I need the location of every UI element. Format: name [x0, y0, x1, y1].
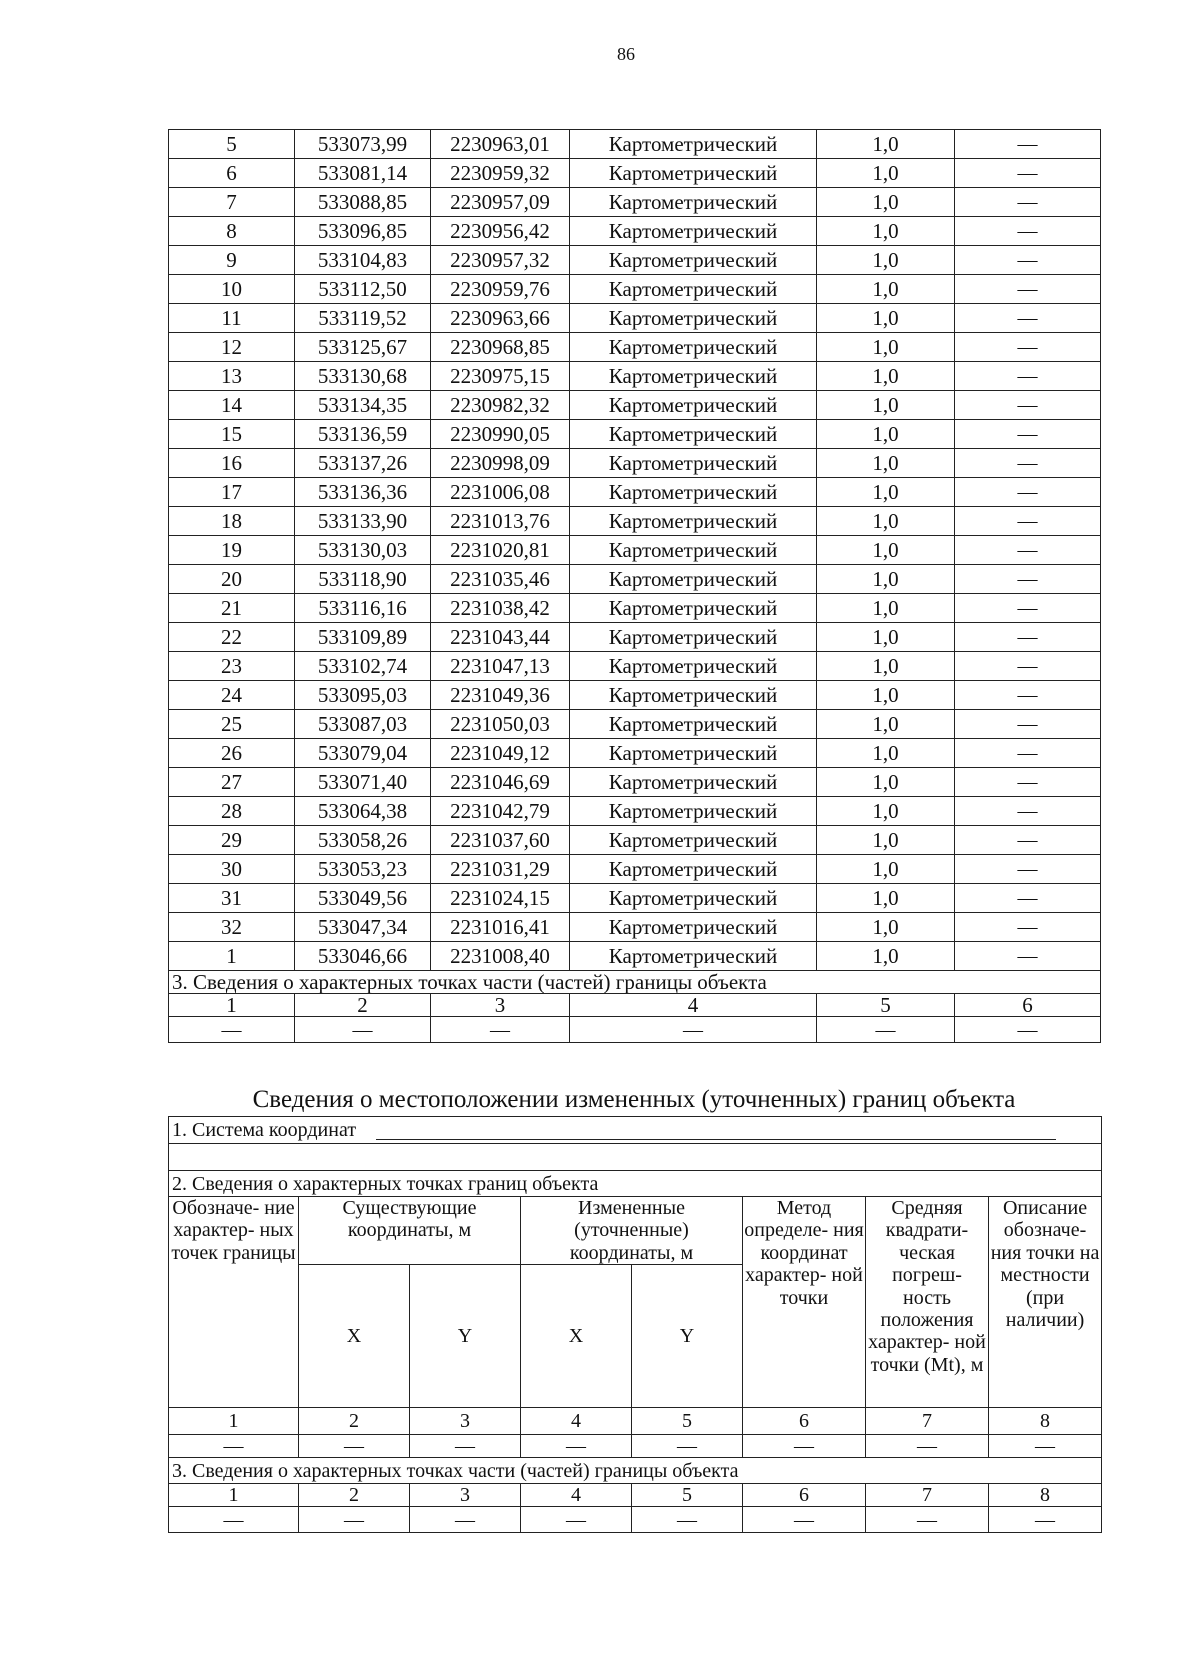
header-mean-square-error: Средняя квадрати- ческая погреш- ность положения характер- ной точки (Mt), м [866, 1197, 989, 1408]
section-3-row [169, 971, 1101, 994]
mean-square-error: 1,0 [817, 188, 955, 217]
coordinate-system-blank [376, 1121, 1056, 1140]
coordinate-system-label: 1. Система координат [172, 1119, 357, 1141]
x-coordinate: 533130,68 [295, 362, 431, 391]
point-number: 31 [169, 884, 295, 913]
mean-square-error: 1,0 [817, 739, 955, 768]
point-number: 22 [169, 623, 295, 652]
y-coordinate: 2230975,15 [431, 362, 570, 391]
x-coordinate: 533118,90 [295, 565, 431, 594]
method: Картометрический [570, 507, 817, 536]
mean-square-error: 1,0 [817, 420, 955, 449]
mean-square-error: 1,0 [817, 130, 955, 159]
column-number: 7 [866, 1484, 989, 1507]
header-changed-y: Y [632, 1265, 743, 1408]
empty-cell: — [299, 1507, 410, 1533]
table-row [169, 826, 1101, 855]
x-coordinate: 533095,03 [295, 681, 431, 710]
description: — [955, 449, 1101, 478]
table-row [169, 333, 1101, 362]
method: Картометрический [570, 420, 817, 449]
table-row [169, 188, 1101, 217]
header-method: Метод определе- ния координат характер- ной точки [743, 1197, 866, 1408]
boundary-points-table [168, 129, 1101, 1043]
empty-data-row [169, 1435, 1102, 1458]
method: Картометрический [570, 159, 817, 188]
empty-cell: — [632, 1507, 743, 1533]
point-number: 25 [169, 710, 295, 739]
empty-cell: — [431, 1017, 570, 1043]
y-coordinate: 2231035,46 [431, 565, 570, 594]
header-existing-x: X [299, 1265, 410, 1408]
method: Картометрический [570, 710, 817, 739]
table-row [169, 478, 1101, 507]
column-number: 6 [955, 994, 1101, 1017]
method: Картометрический [570, 681, 817, 710]
point-number: 24 [169, 681, 295, 710]
point-number: 13 [169, 362, 295, 391]
y-coordinate: 2231046,69 [431, 768, 570, 797]
point-number: 9 [169, 246, 295, 275]
column-number: 4 [521, 1408, 632, 1435]
x-coordinate: 533046,66 [295, 942, 431, 971]
column-number: 4 [570, 994, 817, 1017]
x-coordinate: 533073,99 [295, 130, 431, 159]
table-row [169, 594, 1101, 623]
table-row [169, 797, 1101, 826]
point-number: 12 [169, 333, 295, 362]
y-coordinate: 2231049,36 [431, 681, 570, 710]
empty-cell: — [521, 1435, 632, 1458]
header-existing-coordinates: Существующие координаты, м [299, 1197, 521, 1265]
y-coordinate: 2231016,41 [431, 913, 570, 942]
table-row [169, 913, 1101, 942]
column-number: 5 [632, 1484, 743, 1507]
y-coordinate: 2231043,44 [431, 623, 570, 652]
mean-square-error: 1,0 [817, 362, 955, 391]
y-coordinate: 2230957,09 [431, 188, 570, 217]
point-number: 26 [169, 739, 295, 768]
description: — [955, 130, 1101, 159]
empty-cell: — [955, 1017, 1101, 1043]
column-number: 5 [632, 1408, 743, 1435]
empty-cell: — [299, 1435, 410, 1458]
method: Картометрический [570, 362, 817, 391]
page-number: 86 [617, 44, 635, 64]
point-number: 7 [169, 188, 295, 217]
y-coordinate: 2230957,32 [431, 246, 570, 275]
table-row [169, 275, 1101, 304]
y-coordinate: 2231047,13 [431, 652, 570, 681]
description: — [955, 246, 1101, 275]
empty-cell: — [989, 1435, 1102, 1458]
empty-cell: — [866, 1507, 989, 1533]
description: — [955, 304, 1101, 333]
y-coordinate: 2230959,76 [431, 275, 570, 304]
method: Картометрический [570, 333, 817, 362]
empty-cell: — [169, 1435, 299, 1458]
column-number: 8 [989, 1484, 1102, 1507]
description: — [955, 362, 1101, 391]
x-coordinate: 533134,35 [295, 391, 431, 420]
description: — [955, 565, 1101, 594]
method: Картометрический [570, 391, 817, 420]
point-number: 1 [169, 942, 295, 971]
header-point-description: Описание обозначе- ния точки на местности (при наличии) [989, 1197, 1102, 1408]
x-coordinate: 533130,03 [295, 536, 431, 565]
method: Картометрический [570, 217, 817, 246]
y-coordinate: 2231024,15 [431, 884, 570, 913]
column-number: 4 [521, 1484, 632, 1507]
description: — [955, 855, 1101, 884]
x-coordinate: 533116,16 [295, 594, 431, 623]
column-number: 6 [743, 1484, 866, 1507]
x-coordinate: 533064,38 [295, 797, 431, 826]
method: Картометрический [570, 652, 817, 681]
header-existing-y: Y [410, 1265, 521, 1408]
mean-square-error: 1,0 [817, 884, 955, 913]
x-coordinate: 533087,03 [295, 710, 431, 739]
mean-square-error: 1,0 [817, 275, 955, 304]
column-number: 3 [410, 1484, 521, 1507]
method: Картометрический [570, 449, 817, 478]
y-coordinate: 2231042,79 [431, 797, 570, 826]
table-row [169, 884, 1101, 913]
empty-cell: — [989, 1507, 1102, 1533]
point-number: 17 [169, 478, 295, 507]
y-coordinate: 2231006,08 [431, 478, 570, 507]
table-row [169, 507, 1101, 536]
header-point-designation: Обозначе- ние характер- ных точек границы [169, 1197, 299, 1408]
mean-square-error: 1,0 [817, 942, 955, 971]
empty-cell: — [169, 1507, 299, 1533]
y-coordinate: 2231013,76 [431, 507, 570, 536]
table-row [169, 681, 1101, 710]
x-coordinate: 533049,56 [295, 884, 431, 913]
mean-square-error: 1,0 [817, 681, 955, 710]
column-number: 7 [866, 1408, 989, 1435]
mean-square-error: 1,0 [817, 159, 955, 188]
header-changed-x: X [521, 1265, 632, 1408]
y-coordinate: 2230959,32 [431, 159, 570, 188]
table-row [169, 536, 1101, 565]
method: Картометрический [570, 942, 817, 971]
description: — [955, 536, 1101, 565]
x-coordinate: 533088,85 [295, 188, 431, 217]
mean-square-error: 1,0 [817, 652, 955, 681]
coordinate-system-row [169, 1117, 1102, 1144]
description: — [955, 391, 1101, 420]
blank-row [169, 1144, 1102, 1171]
y-coordinate: 2231049,12 [431, 739, 570, 768]
description: — [955, 159, 1101, 188]
y-coordinate: 2231020,81 [431, 536, 570, 565]
point-number: 18 [169, 507, 295, 536]
point-number: 5 [169, 130, 295, 159]
mean-square-error: 1,0 [817, 449, 955, 478]
table-row [169, 565, 1101, 594]
method: Картометрический [570, 913, 817, 942]
table-row [169, 710, 1101, 739]
y-coordinate: 2230963,66 [431, 304, 570, 333]
method: Картометрический [570, 478, 817, 507]
point-number: 19 [169, 536, 295, 565]
point-number: 15 [169, 420, 295, 449]
mean-square-error: 1,0 [817, 797, 955, 826]
column-number: 5 [817, 994, 955, 1017]
mean-square-error: 1,0 [817, 536, 955, 565]
empty-cell: — [632, 1435, 743, 1458]
method: Картометрический [570, 594, 817, 623]
point-number: 6 [169, 159, 295, 188]
description: — [955, 710, 1101, 739]
table-row [169, 652, 1101, 681]
method: Картометрический [570, 130, 817, 159]
method: Картометрический [570, 855, 817, 884]
table-row [169, 942, 1101, 971]
point-number: 14 [169, 391, 295, 420]
column-number: 1 [169, 994, 295, 1017]
x-coordinate: 533071,40 [295, 768, 431, 797]
x-coordinate: 533136,36 [295, 478, 431, 507]
description: — [955, 507, 1101, 536]
section-title: Сведения о местоположении измененных (уточненных) границ объекта [252, 1086, 1016, 1113]
y-coordinate: 2231038,42 [431, 594, 570, 623]
column-numbers-row [169, 1408, 1102, 1435]
method: Картометрический [570, 536, 817, 565]
x-coordinate: 533112,50 [295, 275, 431, 304]
description: — [955, 420, 1101, 449]
mean-square-error: 1,0 [817, 768, 955, 797]
point-number: 27 [169, 768, 295, 797]
description: — [955, 333, 1101, 362]
description: — [955, 913, 1101, 942]
x-coordinate: 533133,90 [295, 507, 431, 536]
table-row [169, 768, 1101, 797]
mean-square-error: 1,0 [817, 304, 955, 333]
table-row [169, 159, 1101, 188]
y-coordinate: 2230982,32 [431, 391, 570, 420]
x-coordinate: 533079,04 [295, 739, 431, 768]
y-coordinate: 2230968,85 [431, 333, 570, 362]
description: — [955, 478, 1101, 507]
point-number: 21 [169, 594, 295, 623]
y-coordinate: 2230990,05 [431, 420, 570, 449]
column-number: 1 [169, 1484, 299, 1507]
mean-square-error: 1,0 [817, 217, 955, 246]
mean-square-error: 1,0 [817, 565, 955, 594]
column-number: 1 [169, 1408, 299, 1435]
empty-cell: — [295, 1017, 431, 1043]
mean-square-error: 1,0 [817, 826, 955, 855]
table-row [169, 623, 1101, 652]
table-row [169, 855, 1101, 884]
point-number: 10 [169, 275, 295, 304]
column-number: 8 [989, 1408, 1102, 1435]
method: Картометрический [570, 246, 817, 275]
point-number: 11 [169, 304, 295, 333]
y-coordinate: 2231008,40 [431, 942, 570, 971]
x-coordinate: 533136,59 [295, 420, 431, 449]
point-number: 20 [169, 565, 295, 594]
description: — [955, 942, 1101, 971]
empty-cell: — [743, 1507, 866, 1533]
section-3-title: 3. Сведения о характерных точках части (частей) границы объекта [169, 971, 1101, 994]
mean-square-error: 1,0 [817, 855, 955, 884]
column-number: 3 [431, 994, 570, 1017]
description: — [955, 681, 1101, 710]
y-coordinate: 2230963,01 [431, 130, 570, 159]
description: — [955, 623, 1101, 652]
point-number: 32 [169, 913, 295, 942]
point-number: 29 [169, 826, 295, 855]
method: Картометрический [570, 797, 817, 826]
empty-cell: — [521, 1507, 632, 1533]
description: — [955, 652, 1101, 681]
section-3-numbers-row [169, 1484, 1102, 1507]
description: — [955, 884, 1101, 913]
y-coordinate: 2230956,42 [431, 217, 570, 246]
point-number: 8 [169, 217, 295, 246]
point-number: 30 [169, 855, 295, 884]
table-row [169, 217, 1101, 246]
mean-square-error: 1,0 [817, 333, 955, 362]
column-number: 2 [295, 994, 431, 1017]
method: Картометрический [570, 768, 817, 797]
section-3-empty-row [169, 1017, 1101, 1043]
point-number: 23 [169, 652, 295, 681]
x-coordinate: 533081,14 [295, 159, 431, 188]
empty-cell: — [169, 1017, 295, 1043]
y-coordinate: 2231031,29 [431, 855, 570, 884]
section-3-numbers-row [169, 994, 1101, 1017]
description: — [955, 275, 1101, 304]
x-coordinate: 533137,26 [295, 449, 431, 478]
mean-square-error: 1,0 [817, 594, 955, 623]
y-coordinate: 2230998,09 [431, 449, 570, 478]
table-row [169, 739, 1101, 768]
x-coordinate: 533109,89 [295, 623, 431, 652]
mean-square-error: 1,0 [817, 246, 955, 275]
method: Картометрический [570, 188, 817, 217]
table-row [169, 449, 1101, 478]
description: — [955, 739, 1101, 768]
empty-cell: — [817, 1017, 955, 1043]
table-row [169, 130, 1101, 159]
table-row [169, 362, 1101, 391]
table-row [169, 391, 1101, 420]
column-number: 6 [743, 1408, 866, 1435]
x-coordinate: 533102,74 [295, 652, 431, 681]
changed-boundaries-table [168, 1116, 1102, 1533]
empty-cell: — [743, 1435, 866, 1458]
method: Картометрический [570, 275, 817, 304]
section-2-title: 2. Сведения о характерных точках границ объекта [169, 1171, 1102, 1197]
point-number: 16 [169, 449, 295, 478]
header-changed-coordinates: Измененные (уточненные) координаты, м [521, 1197, 743, 1265]
description: — [955, 797, 1101, 826]
empty-cell: — [410, 1435, 521, 1458]
section-3-title: 3. Сведения о характерных точках части (частей) границы объекта [169, 1458, 1102, 1484]
mean-square-error: 1,0 [817, 478, 955, 507]
method: Картометрический [570, 304, 817, 333]
column-number: 2 [299, 1408, 410, 1435]
description: — [955, 826, 1101, 855]
x-coordinate: 533058,26 [295, 826, 431, 855]
table-row [169, 304, 1101, 333]
x-coordinate: 533053,23 [295, 855, 431, 884]
description: — [955, 594, 1101, 623]
description: — [955, 768, 1101, 797]
mean-square-error: 1,0 [817, 710, 955, 739]
x-coordinate: 533104,83 [295, 246, 431, 275]
method: Картометрический [570, 826, 817, 855]
y-coordinate: 2231037,60 [431, 826, 570, 855]
column-number: 2 [299, 1484, 410, 1507]
mean-square-error: 1,0 [817, 623, 955, 652]
x-coordinate: 533096,85 [295, 217, 431, 246]
section-3-empty-row [169, 1507, 1102, 1533]
method: Картометрический [570, 739, 817, 768]
mean-square-error: 1,0 [817, 391, 955, 420]
point-number: 28 [169, 797, 295, 826]
method: Картометрический [570, 565, 817, 594]
empty-cell: — [410, 1507, 521, 1533]
description: — [955, 188, 1101, 217]
boundary-points-table-body [169, 130, 1101, 1043]
table-row [169, 420, 1101, 449]
x-coordinate: 533119,52 [295, 304, 431, 333]
empty-cell: — [866, 1435, 989, 1458]
mean-square-error: 1,0 [817, 507, 955, 536]
y-coordinate: 2231050,03 [431, 710, 570, 739]
column-number: 3 [410, 1408, 521, 1435]
table-row [169, 246, 1101, 275]
empty-cell: — [570, 1017, 817, 1043]
method: Картометрический [570, 623, 817, 652]
description: — [955, 217, 1101, 246]
method: Картометрический [570, 884, 817, 913]
x-coordinate: 533047,34 [295, 913, 431, 942]
x-coordinate: 533125,67 [295, 333, 431, 362]
mean-square-error: 1,0 [817, 913, 955, 942]
